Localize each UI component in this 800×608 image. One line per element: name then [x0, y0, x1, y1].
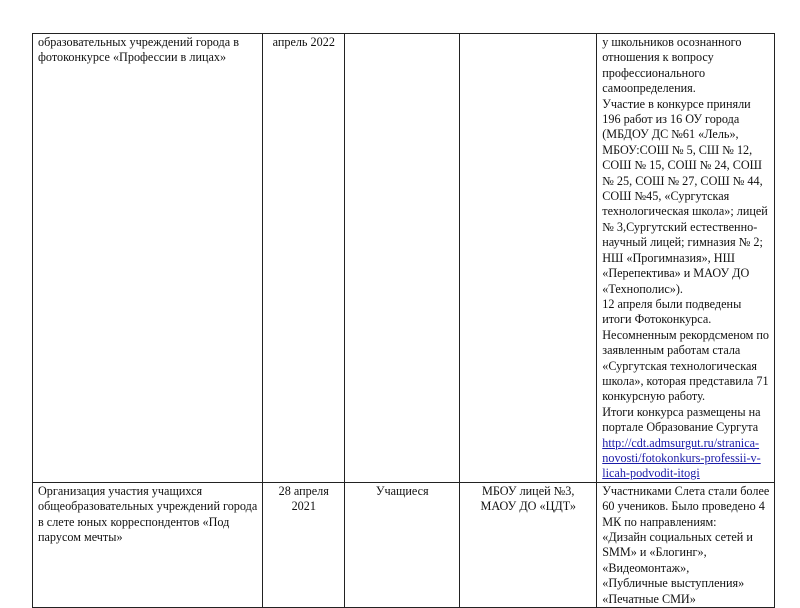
event-cell: [33, 482, 263, 607]
report-table: [32, 33, 775, 608]
text-line: http://cdt.admsurgut.ru/stranica-: [602, 435, 760, 450]
text-line: технологическая школа»; лицей: [602, 204, 768, 219]
text-line: «Дизайн социальных сетей и: [602, 530, 753, 544]
organizer-cell: [460, 34, 597, 483]
result-cell: [597, 482, 775, 607]
text-line: самоопределения.: [602, 81, 696, 96]
text-line: общеобразовательных учреждений города: [38, 499, 258, 514]
text-line: СОШ № 15, СОШ № 24, СОШ: [602, 158, 762, 173]
text-line: «Печатные СМИ»: [602, 591, 696, 606]
text-line: 12 апреля были подведены: [602, 296, 742, 311]
text-line: 60 учеников. Было проведено 4: [602, 499, 765, 514]
text-line: 2021: [291, 499, 316, 514]
text-line: школа», которая представила 71: [602, 373, 769, 388]
text-line: НШ «Прогимназия», НШ: [602, 250, 735, 265]
text-line: novosti/fotokonkurs-professii-v-: [602, 450, 761, 465]
text-line: «Технополис»).: [602, 281, 683, 296]
result-cell: [597, 34, 775, 483]
participants-cell: [345, 34, 460, 483]
text-line: «Перепектива» и МАОУ ДО: [602, 266, 750, 281]
table-row: [33, 34, 775, 483]
text-line: Несомненным рекордсменом по: [602, 327, 769, 342]
text-line: профессионального: [602, 65, 706, 80]
text-line: № 3,Сургутский естественно-: [602, 219, 758, 234]
event-cell: [33, 34, 263, 483]
text-line: МК по направлениям:: [602, 514, 717, 529]
text-line: МБОУ лицей №3,: [482, 483, 575, 498]
result-link[interactable]: [602, 436, 769, 482]
text-line: фотоконкурсе «Профессии в лицах»: [38, 50, 227, 65]
text-line: 28 апреля: [278, 483, 329, 498]
table-row: [33, 482, 775, 607]
text-line: итоги Фотоконкурса.: [602, 312, 712, 327]
text-line: (МБДОУ ДС №61 «Лель»,: [602, 127, 739, 142]
text-line: МБОУ:СОШ № 5, СШ № 12,: [602, 142, 753, 157]
text-line: Итоги конкурса размещены на: [602, 404, 761, 419]
text-line: SMM» и «Блогинг»,: [602, 545, 707, 560]
text-line: конкурсную работу.: [602, 389, 706, 404]
date-cell: [263, 482, 345, 607]
text-line: образовательных учреждений города в: [38, 35, 239, 49]
text-line: научный лицей; гимназия № 2;: [602, 235, 763, 250]
text-line: «Публичные выступления»: [602, 576, 745, 591]
text-line: Организация участия учащихся: [38, 483, 203, 498]
text-line: у школьников осознанного: [602, 35, 742, 49]
text-line: «Сургутская технологическая: [602, 358, 757, 373]
text-line: «Видеомонтаж»,: [602, 560, 690, 575]
text-line: 196 работ из 16 ОУ города: [602, 112, 740, 127]
date-cell: апрель 2022: [263, 34, 345, 483]
text-line: Участие в конкурсе приняли: [602, 96, 751, 111]
text-line: заявленным работам стала: [602, 343, 741, 358]
text-line: портале Образование Сургута: [602, 420, 759, 435]
text-line: № 25, СОШ № 27, СОШ № 44,: [602, 173, 763, 188]
text-line: Участниками Слета стали более: [602, 483, 770, 498]
text-line: парусом мечты»: [38, 530, 123, 544]
text-line: СОШ №45, «Сургутская: [602, 189, 730, 204]
organizer-cell: [460, 482, 597, 607]
text-line: отношения к вопросу: [602, 50, 714, 65]
text-line: в слете юных корреспондентов «Под: [38, 514, 230, 529]
text-line: МАОУ ДО «ЦДТ»: [480, 499, 576, 514]
text-line: licah-podvodit-itogi: [602, 466, 700, 481]
participants-cell: Учащиеся: [345, 482, 460, 607]
